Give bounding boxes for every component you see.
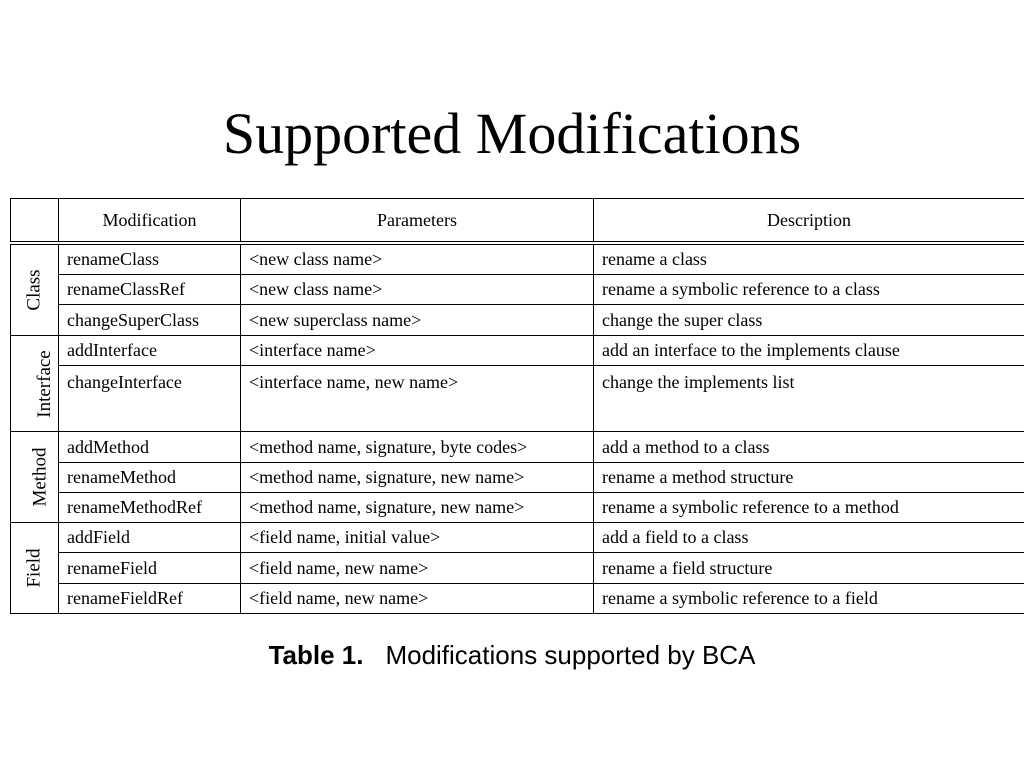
category-label: Class — [23, 269, 45, 311]
parameters-cell: <interface name, new name> — [241, 365, 594, 432]
parameters-cell: <field name, initial value> — [241, 523, 594, 553]
slide-title: Supported Modifications — [222, 101, 802, 166]
parameters-cell: <method name, signature, byte codes> — [241, 432, 594, 462]
table-row — [11, 275, 1024, 305]
header-modification: Modification — [59, 199, 241, 244]
parameters-cell: <field name, new name> — [241, 553, 594, 583]
header-category — [11, 199, 59, 244]
table-header-row — [11, 199, 1024, 244]
category-label: Field — [23, 548, 45, 588]
parameters-cell: <new class name> — [241, 275, 594, 305]
description-cell: rename a symbolic reference to a method — [594, 492, 1024, 522]
modification-cell: renameFieldRef — [59, 583, 241, 613]
category-class-cell — [11, 243, 59, 335]
parameters-cell: <new class name> — [241, 243, 594, 275]
description-cell: rename a class — [594, 243, 1024, 275]
table-row — [11, 492, 1024, 522]
category-label: Method — [29, 447, 51, 507]
category-interface-cell — [11, 335, 59, 432]
modification-cell: renameClass — [59, 243, 241, 275]
category-label: Interface — [33, 349, 55, 418]
description-cell: add a field to a class — [594, 523, 1024, 553]
table-row — [11, 243, 1024, 275]
parameters-cell: <method name, signature, new name> — [241, 492, 594, 522]
table-row — [11, 432, 1024, 462]
modification-cell: addInterface — [59, 335, 241, 365]
header-parameters: Parameters — [241, 199, 594, 244]
description-cell: rename a symbolic reference to a class — [594, 275, 1024, 305]
table-row — [11, 523, 1024, 553]
category-field-cell — [11, 523, 59, 614]
description-cell: add an interface to the implements clause — [594, 335, 1024, 365]
table-row — [11, 553, 1024, 583]
modification-cell: renameField — [59, 553, 241, 583]
modification-cell: renameMethod — [59, 462, 241, 492]
modification-cell: renameMethodRef — [59, 492, 241, 522]
description-cell: add a method to a class — [594, 432, 1024, 462]
table-row — [11, 305, 1024, 335]
modification-cell: changeSuperClass — [59, 305, 241, 335]
caption-text: Modifications supported by BCA — [385, 640, 756, 670]
modification-cell: changeInterface — [59, 365, 241, 432]
table-row — [11, 462, 1024, 492]
description-cell: rename a symbolic reference to a field — [594, 583, 1024, 613]
parameters-cell: <field name, new name> — [241, 583, 594, 613]
table-caption — [0, 637, 1024, 674]
modification-cell: addField — [59, 523, 241, 553]
table-row — [11, 335, 1024, 365]
modification-cell: addMethod — [59, 432, 241, 462]
description-cell: change the super class — [594, 305, 1024, 335]
header-description: Description — [594, 199, 1024, 244]
parameters-cell: <new superclass name> — [241, 305, 594, 335]
category-method-cell — [11, 432, 59, 523]
parameters-cell: <method name, signature, new name> — [241, 462, 594, 492]
description-cell: change the implements list — [594, 365, 1024, 432]
modification-cell: renameClassRef — [59, 275, 241, 305]
description-cell: rename a field structure — [594, 553, 1024, 583]
description-cell: rename a method structure — [594, 462, 1024, 492]
caption-number: Table 1. — [268, 640, 364, 670]
table-row — [11, 365, 1024, 432]
parameters-cell: <interface name> — [241, 335, 594, 365]
modifications-table — [10, 198, 1024, 614]
table-row — [11, 583, 1024, 613]
